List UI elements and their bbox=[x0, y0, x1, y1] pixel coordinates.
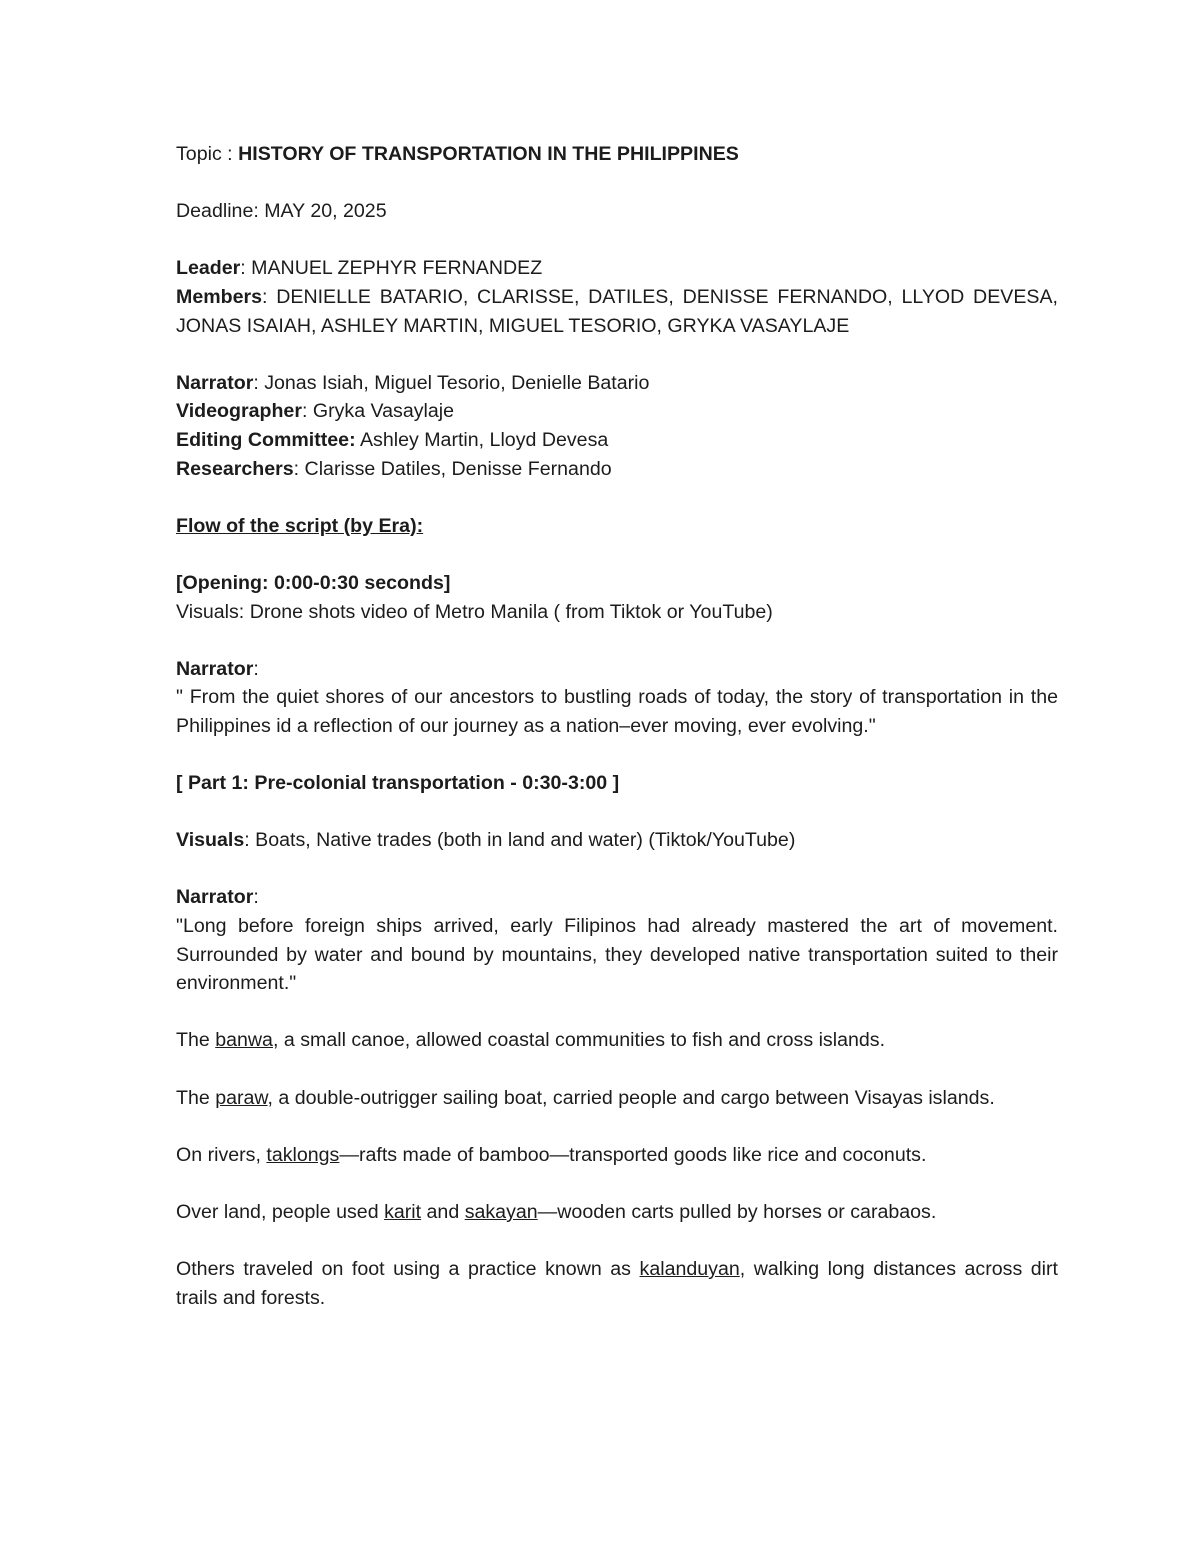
role-label: Editing Committee: bbox=[176, 428, 356, 451]
term-paraw: paraw bbox=[215, 1086, 268, 1109]
narrator-colon: : bbox=[253, 886, 259, 909]
paragraph-taklongs bbox=[176, 1141, 1058, 1170]
term-kalanduyan: kalanduyan bbox=[639, 1258, 740, 1281]
role-label: Videographer bbox=[176, 400, 302, 423]
role-researchers bbox=[176, 455, 1058, 484]
term-taklongs: taklongs bbox=[266, 1143, 340, 1166]
deadline-line: Deadline: MAY 20, 2025 bbox=[176, 200, 387, 223]
role-videographer bbox=[176, 397, 1058, 426]
text-post: , a double-outrigger sailing boat, carried people and cargo between Visayas islands. bbox=[267, 1086, 995, 1109]
members-label: Members bbox=[176, 285, 263, 308]
topic-title: HISTORY OF TRANSPORTATION IN THE PHILIPPINES bbox=[238, 143, 739, 165]
opening-visuals: Visuals: Drone shots video of Metro Manila ( from Tiktok or YouTube) bbox=[176, 600, 773, 623]
text-post: —wooden carts pulled by horses or carabaos. bbox=[537, 1200, 937, 1223]
role-value: : Jonas Isiah, Miguel Tesorio, Denielle Batario bbox=[253, 371, 650, 394]
text-pre: The bbox=[176, 1086, 216, 1109]
role-editing-committee bbox=[176, 426, 1058, 455]
members-value: : DENIELLE BATARIO, CLARISSE, DATILES, DENISSE FERNANDO, LLYOD DEVESA, JONAS ISAIAH, ASHLEY MARTIN, MIGUEL TESORIO, GRYKA VASAYLAJE bbox=[176, 285, 1058, 337]
role-value: Ashley Martin, Lloyd Devesa bbox=[355, 428, 609, 451]
leader-label: Leader bbox=[176, 257, 241, 280]
members-line bbox=[176, 283, 1058, 340]
flow-heading: Flow of the script (by Era): bbox=[176, 514, 424, 537]
topic-label: Topic : bbox=[176, 143, 233, 165]
paragraph-paraw bbox=[176, 1084, 1058, 1113]
document-page bbox=[176, 140, 1058, 1312]
part1-visuals bbox=[176, 826, 1058, 855]
text-pre: On rivers, bbox=[176, 1143, 267, 1166]
term-karit: karit bbox=[384, 1200, 422, 1223]
narrator-label: Narrator bbox=[176, 657, 254, 680]
part1-narrator-label-line bbox=[176, 883, 1058, 912]
paragraph-karit-sakayan bbox=[176, 1198, 1058, 1227]
role-narrator bbox=[176, 369, 1058, 398]
text-post: —rafts made of bamboo—transported goods like rice and coconuts. bbox=[339, 1143, 927, 1166]
topic-line bbox=[176, 140, 1058, 169]
narrator-colon: : bbox=[253, 657, 259, 680]
text-pre: Others traveled on foot using a practice known as bbox=[176, 1258, 640, 1281]
role-label: Narrator bbox=[176, 371, 254, 394]
opening-quote: " From the quiet shores of our ancestors to bustling roads of today, the story of transportation in the Philippines id a reflection of our journey as a nation–ever moving, ever evolving." bbox=[176, 686, 1058, 737]
visuals-value: : Boats, Native trades (both in land and water) (Tiktok/YouTube) bbox=[244, 829, 796, 852]
leader-line bbox=[176, 254, 1058, 283]
opening-narrator-label-line bbox=[176, 655, 1058, 684]
text-mid: and bbox=[421, 1200, 465, 1223]
role-value: : Clarisse Datiles, Denisse Fernando bbox=[293, 457, 612, 480]
part1-quote: "Long before foreign ships arrived, early Filipinos had already mastered the art of movement. Surrounded by water and bound by mountains, they developed native transportation suited to their environment." bbox=[176, 915, 1058, 995]
text-pre: The bbox=[176, 1029, 216, 1052]
text-pre: Over land, people used bbox=[176, 1200, 385, 1223]
paragraph-banwa bbox=[176, 1026, 1058, 1055]
part1-heading: [ Part 1: Pre-colonial transportation - 0:30-3:00 ] bbox=[176, 772, 620, 795]
term-banwa: banwa bbox=[215, 1029, 273, 1052]
visuals-label: Visuals bbox=[176, 829, 245, 852]
paragraph-kalanduyan bbox=[176, 1255, 1058, 1312]
role-value: : Gryka Vasaylaje bbox=[301, 400, 455, 423]
role-label: Researchers bbox=[176, 457, 294, 480]
narrator-label: Narrator bbox=[176, 886, 254, 909]
term-sakayan: sakayan bbox=[464, 1200, 538, 1223]
text-post: , a small canoe, allowed coastal communities to fish and cross islands. bbox=[272, 1029, 886, 1052]
leader-value: : MANUEL ZEPHYR FERNANDEZ bbox=[240, 257, 543, 280]
text-post: , walking long distances across dirt trails and forests. bbox=[176, 1258, 1059, 1309]
opening-heading: [Opening: 0:00-0:30 seconds] bbox=[176, 571, 451, 594]
